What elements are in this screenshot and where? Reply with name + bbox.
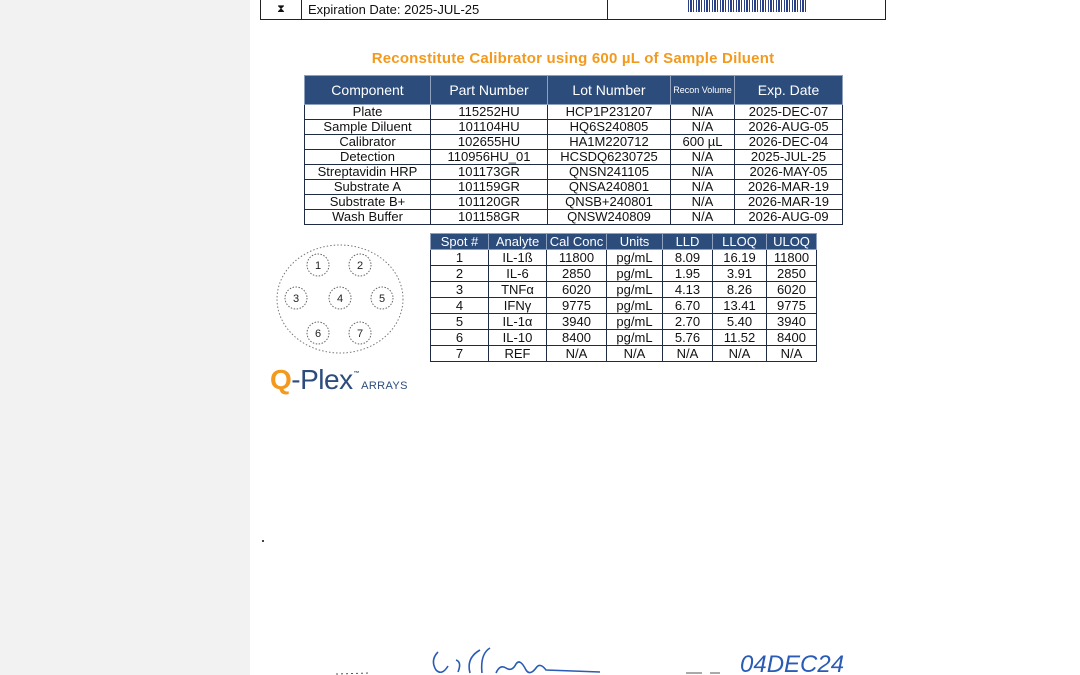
cell-units: pg/mL (607, 314, 663, 330)
component-row (305, 135, 843, 150)
cell-lloq: 11.52 (713, 330, 767, 346)
cell-lloq: 13.41 (713, 298, 767, 314)
cell-cal-conc: 11800 (547, 250, 607, 266)
cell-lot-number: HQ6S240805 (548, 120, 671, 135)
spot-number: 3 (292, 293, 300, 305)
cell-lld: 8.09 (663, 250, 713, 266)
spot-row (431, 346, 817, 362)
cell-exp-date: 2026-AUG-05 (735, 120, 843, 135)
cell-recon-volume: N/A (671, 210, 735, 225)
logo-arrays: ARRAYS (361, 380, 408, 392)
header-lot-number: Lot Number (548, 76, 671, 105)
components-table (304, 75, 843, 225)
components-header-row (305, 76, 843, 105)
scan-speck (262, 540, 264, 542)
cell-lloq: 5.40 (713, 314, 767, 330)
cell-lld: 5.76 (663, 330, 713, 346)
cell-uloq: 2850 (767, 266, 817, 282)
signature-date: 04DEC24 (740, 651, 845, 675)
cell-lot-number: HCSDQ6230725 (548, 150, 671, 165)
reconstitution-heading: Reconstitute Calibrator using 600 µL of Sample Diluent (371, 50, 775, 67)
cell-lot-number: HCP1P231207 (548, 105, 671, 120)
cell-component: Wash Buffer (305, 210, 431, 225)
cell-component: Detection (305, 150, 431, 165)
spot-row (431, 330, 817, 346)
cell-uloq: 3940 (767, 314, 817, 330)
logo-q: Q (270, 364, 292, 395)
spot-number: 7 (356, 328, 364, 340)
cell-lot-number: QNSA240801 (548, 180, 671, 195)
cell-cal-conc: 6020 (547, 282, 607, 298)
signature-stroke (433, 648, 600, 673)
kit-label-box (260, 0, 608, 20)
cell-analyte: IL-10 (489, 330, 547, 346)
header-exp-date: Exp. Date (735, 76, 843, 105)
cell-units: pg/mL (607, 250, 663, 266)
cell-exp-date: 2026-AUG-09 (735, 210, 843, 225)
cell-part-number: 110956HU_01 (431, 150, 548, 165)
component-row (305, 210, 843, 225)
cell-cal-conc: 2850 (547, 266, 607, 282)
cell-lloq: 3.91 (713, 266, 767, 282)
spot-row (431, 266, 817, 282)
spot-number: 2 (356, 260, 364, 272)
spot-map-diagram (276, 243, 406, 355)
barcode-image (688, 0, 806, 12)
header-cal-conc: Cal Conc (547, 234, 607, 250)
cell-part-number: 101158GR (431, 210, 548, 225)
cell-exp-date: 2026-MAR-19 (735, 195, 843, 210)
component-row (305, 180, 843, 195)
cell-uloq: 11800 (767, 250, 817, 266)
cell-units: pg/mL (607, 298, 663, 314)
cell-part-number: 101120GR (431, 195, 548, 210)
cell-lld: 2.70 (663, 314, 713, 330)
spot-row (431, 250, 817, 266)
cell-analyte: TNFα (489, 282, 547, 298)
cell-lld: 1.95 (663, 266, 713, 282)
cell-cal-conc: 9775 (547, 298, 607, 314)
cell-analyte: IFNγ (489, 298, 547, 314)
cell-analyte: IL-1α (489, 314, 547, 330)
cell-uloq: N/A (767, 346, 817, 362)
header-uloq: ULOQ (767, 234, 817, 250)
cell-lloq: N/A (713, 346, 767, 362)
handwritten-signature (330, 640, 870, 675)
cell-cal-conc: 3940 (547, 314, 607, 330)
header-spot: Spot # (431, 234, 489, 250)
cell-lot-number: QNSW240809 (548, 210, 671, 225)
cell-lld: N/A (663, 346, 713, 362)
cell-recon-volume: N/A (671, 180, 735, 195)
cell-analyte: IL-6 (489, 266, 547, 282)
cell-lld: 6.70 (663, 298, 713, 314)
cell-part-number: 102655HU (431, 135, 548, 150)
spot-analyte-table (430, 233, 817, 362)
cell-recon-volume: N/A (671, 150, 735, 165)
header-part-number: Part Number (431, 76, 548, 105)
cell-uloq: 6020 (767, 282, 817, 298)
spot-number: 1 (314, 260, 322, 272)
cell-uloq: 9775 (767, 298, 817, 314)
cell-part-number: 101104HU (431, 120, 548, 135)
cell-exp-date: 2025-JUL-25 (735, 150, 843, 165)
qplex-logo (270, 364, 408, 396)
cell-component: Plate (305, 105, 431, 120)
cell-component: Calibrator (305, 135, 431, 150)
cell-analyte: IL-1ß (489, 250, 547, 266)
header-recon-volume: Recon Volume (671, 76, 735, 105)
header-lloq: LLOQ (713, 234, 767, 250)
spot-number: 6 (314, 328, 322, 340)
header-analyte: Analyte (489, 234, 547, 250)
spots-header-row (431, 234, 817, 250)
component-row (305, 195, 843, 210)
cell-component: Substrate B+ (305, 195, 431, 210)
component-row (305, 105, 843, 120)
cell-exp-date: 2025-DEC-07 (735, 105, 843, 120)
cell-lot-number: HA1M220712 (548, 135, 671, 150)
logo-plex: -Plex (291, 364, 353, 395)
cell-spot: 2 (431, 266, 489, 282)
header-units: Units (607, 234, 663, 250)
spot-number: 5 (378, 293, 386, 305)
cell-exp-date: 2026-DEC-04 (735, 135, 843, 150)
cell-recon-volume: N/A (671, 195, 735, 210)
cell-spot: 5 (431, 314, 489, 330)
cell-spot: 7 (431, 346, 489, 362)
component-row (305, 165, 843, 180)
spot-row (431, 314, 817, 330)
logo-trademark: ™ (353, 371, 360, 377)
cell-units: pg/mL (607, 330, 663, 346)
cell-part-number: 115252HU (431, 105, 548, 120)
cell-recon-volume: N/A (671, 165, 735, 180)
cell-spot: 6 (431, 330, 489, 346)
cell-uloq: 8400 (767, 330, 817, 346)
cell-part-number: 101173GR (431, 165, 548, 180)
cell-spot: 3 (431, 282, 489, 298)
spot-row (431, 298, 817, 314)
spot-map-svg (276, 243, 406, 355)
cell-lld: 4.13 (663, 282, 713, 298)
spot-number: 4 (336, 293, 344, 305)
cell-spot: 1 (431, 250, 489, 266)
hourglass-icon: ⧗ (261, 0, 302, 19)
cell-recon-volume: 600 µL (671, 135, 735, 150)
cell-lot-number: QNSB+240801 (548, 195, 671, 210)
cell-units: N/A (607, 346, 663, 362)
cell-cal-conc: N/A (547, 346, 607, 362)
header-component: Component (305, 76, 431, 105)
cell-lot-number: QNSN241105 (548, 165, 671, 180)
cell-exp-date: 2026-MAY-05 (735, 165, 843, 180)
cell-lloq: 8.26 (713, 282, 767, 298)
cell-units: pg/mL (607, 282, 663, 298)
cell-exp-date: 2026-MAR-19 (735, 180, 843, 195)
cell-lloq: 16.19 (713, 250, 767, 266)
cell-component: Sample Diluent (305, 120, 431, 135)
cell-units: pg/mL (607, 266, 663, 282)
expiration-date: Expiration Date: 2025-JUL-25 (308, 2, 480, 17)
cell-recon-volume: N/A (671, 120, 735, 135)
spot-row (431, 282, 817, 298)
cell-spot: 4 (431, 298, 489, 314)
header-lld: LLD (663, 234, 713, 250)
component-row (305, 120, 843, 135)
cell-analyte: REF (489, 346, 547, 362)
cell-component: Streptavidin HRP (305, 165, 431, 180)
component-row (305, 150, 843, 165)
cell-component: Substrate A (305, 180, 431, 195)
cell-part-number: 101159GR (431, 180, 548, 195)
cell-cal-conc: 8400 (547, 330, 607, 346)
cell-recon-volume: N/A (671, 105, 735, 120)
